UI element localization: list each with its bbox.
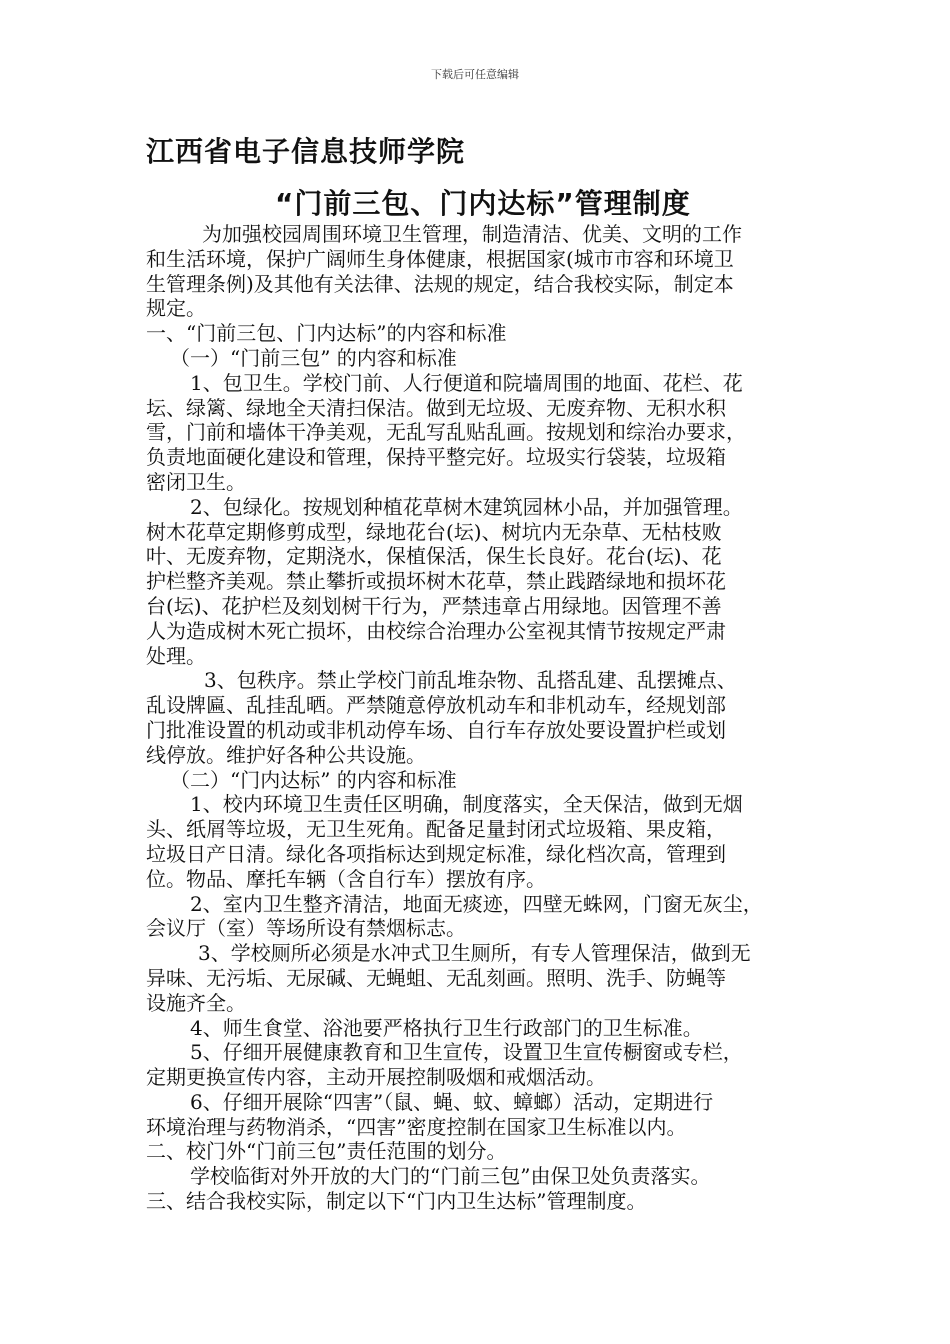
text-line: 2、包绿化。按规划种植花草树木建筑园林小品，并加强管理。	[190, 494, 743, 519]
text-line: 为加强校园周围环境卫生管理，制造清洁、优美、文明的工作	[202, 222, 742, 246]
text-line: 二、校门外“门前三包”责任范围的划分。	[146, 1139, 507, 1164]
text-line: 线停放。维护好各种公共设施。	[146, 742, 426, 767]
text-line: 1、包卫生。学校门前、人行便道和院墙周围的地面、花栏、花	[190, 370, 743, 395]
text-line: 6、仔细开展除“四害”（鼠、蝇、蚊、蟑螂）活动，定期进行	[190, 1089, 714, 1114]
text-line: 生管理条例)及其他有关法律、法规的规定，结合我校实际，制定本	[146, 271, 734, 296]
text-line: （二）“门内达标” 的内容和标准	[170, 767, 457, 792]
text-line: 树木花草定期修剪成型，绿地花台(坛)、树坑内无杂草、无枯枝败	[146, 519, 722, 544]
text-line: 人为造成树木死亡损坏，由校综合治理办公室视其情节按规定严肃	[146, 618, 726, 643]
text-line: 坛、绿篱、绿地全天清扫保洁。做到无垃圾、无废弃物、无积水积	[146, 395, 726, 420]
text-line: 和生活环境，保护广阔师生身体健康，根据国家(城市市容和环境卫	[146, 246, 734, 271]
text-line: 学校临街对外开放的大门的“门前三包”由保卫处负责落实。	[190, 1164, 711, 1189]
text-line: 叶、无废弃物，定期浇水，保植保活，保生长良好。花台(坛)、花	[146, 544, 722, 569]
text-line: 台(坛)、花护栏及刻划树干行为，严禁违章占用绿地。因管理不善	[146, 593, 722, 618]
text-line: 3、包秩序。禁止学校门前乱堆杂物、乱搭乱建、乱摆摊点、	[204, 668, 737, 693]
text-line: 乱设牌匾、乱挂乱晒。严禁随意停放机动车和非机动车，经规划部	[146, 693, 726, 718]
header-note: 下载后可任意编辑	[431, 68, 519, 81]
text-line: 位。物品、摩托车辆（含自行车）摆放有序。	[146, 866, 546, 891]
school-name: 江西省电子信息技师学院	[146, 135, 466, 168]
text-line: 处理。	[146, 643, 206, 668]
text-line: 1、校内环境卫生责任区明确，制度落实，全天保洁，做到无烟	[190, 792, 743, 817]
text-line: 3、学校厕所必须是水冲式卫生厕所，有专人管理保洁，做到无	[198, 941, 751, 966]
document-title: “门前三包、门内达标”管理制度	[275, 187, 691, 220]
document-body	[146, 222, 826, 1214]
text-line: 一、“门前三包、门内达标”的内容和标准	[146, 321, 507, 346]
text-line: 设施齐全。	[146, 990, 246, 1015]
text-line: 密闭卫生。	[146, 469, 246, 494]
text-line: 环境治理与药物消杀，“四害”密度控制在国家卫生标准以内。	[146, 1114, 687, 1139]
text-line: 2、室内卫生整齐清洁，地面无痰迹，四壁无蛛网，门窗无灰尘，	[190, 891, 763, 916]
text-line: 负责地面硬化建设和管理，保持平整完好。垃圾实行袋装，垃圾箱	[146, 445, 726, 470]
text-line: （一）“门前三包” 的内容和标准	[170, 345, 457, 370]
text-line: 垃圾日产日清。绿化各项指标达到规定标准，绿化档次高，管理到	[146, 841, 726, 866]
text-line: 4、师生食堂、浴池要严格执行卫生行政部门的卫生标准。	[190, 1015, 703, 1040]
text-line: 护栏整齐美观。禁止攀折或损坏树木花草，禁止践踏绿地和损坏花	[146, 569, 726, 594]
text-line: 会议厅（室）等场所设有禁烟标志。	[146, 916, 466, 941]
text-line: 定期更换宣传内容，主动开展控制吸烟和戒烟活动。	[146, 1065, 606, 1090]
text-line: 雪，门前和墙体干净美观，无乱写乱贴乱画。按规划和综治办要求，	[146, 420, 746, 445]
text-line: 5、仔细开展健康教育和卫生宣传，设置卫生宣传橱窗或专栏，	[190, 1040, 743, 1065]
text-line: 三、结合我校实际，制定以下“门内卫生达标”管理制度。	[146, 1189, 647, 1214]
text-line: 门批准设置的机动或非机动停车场、自行车存放处要设置护栏或划	[146, 717, 726, 742]
text-line: 异味、无污垢、无尿碱、无蝇蛆、无乱刻画。照明、洗手、防蝇等	[146, 965, 726, 990]
text-line: 头、纸屑等垃圾，无卫生死角。配备足量封闭式垃圾箱、果皮箱，	[146, 817, 726, 842]
text-line: 规定。	[146, 296, 206, 321]
